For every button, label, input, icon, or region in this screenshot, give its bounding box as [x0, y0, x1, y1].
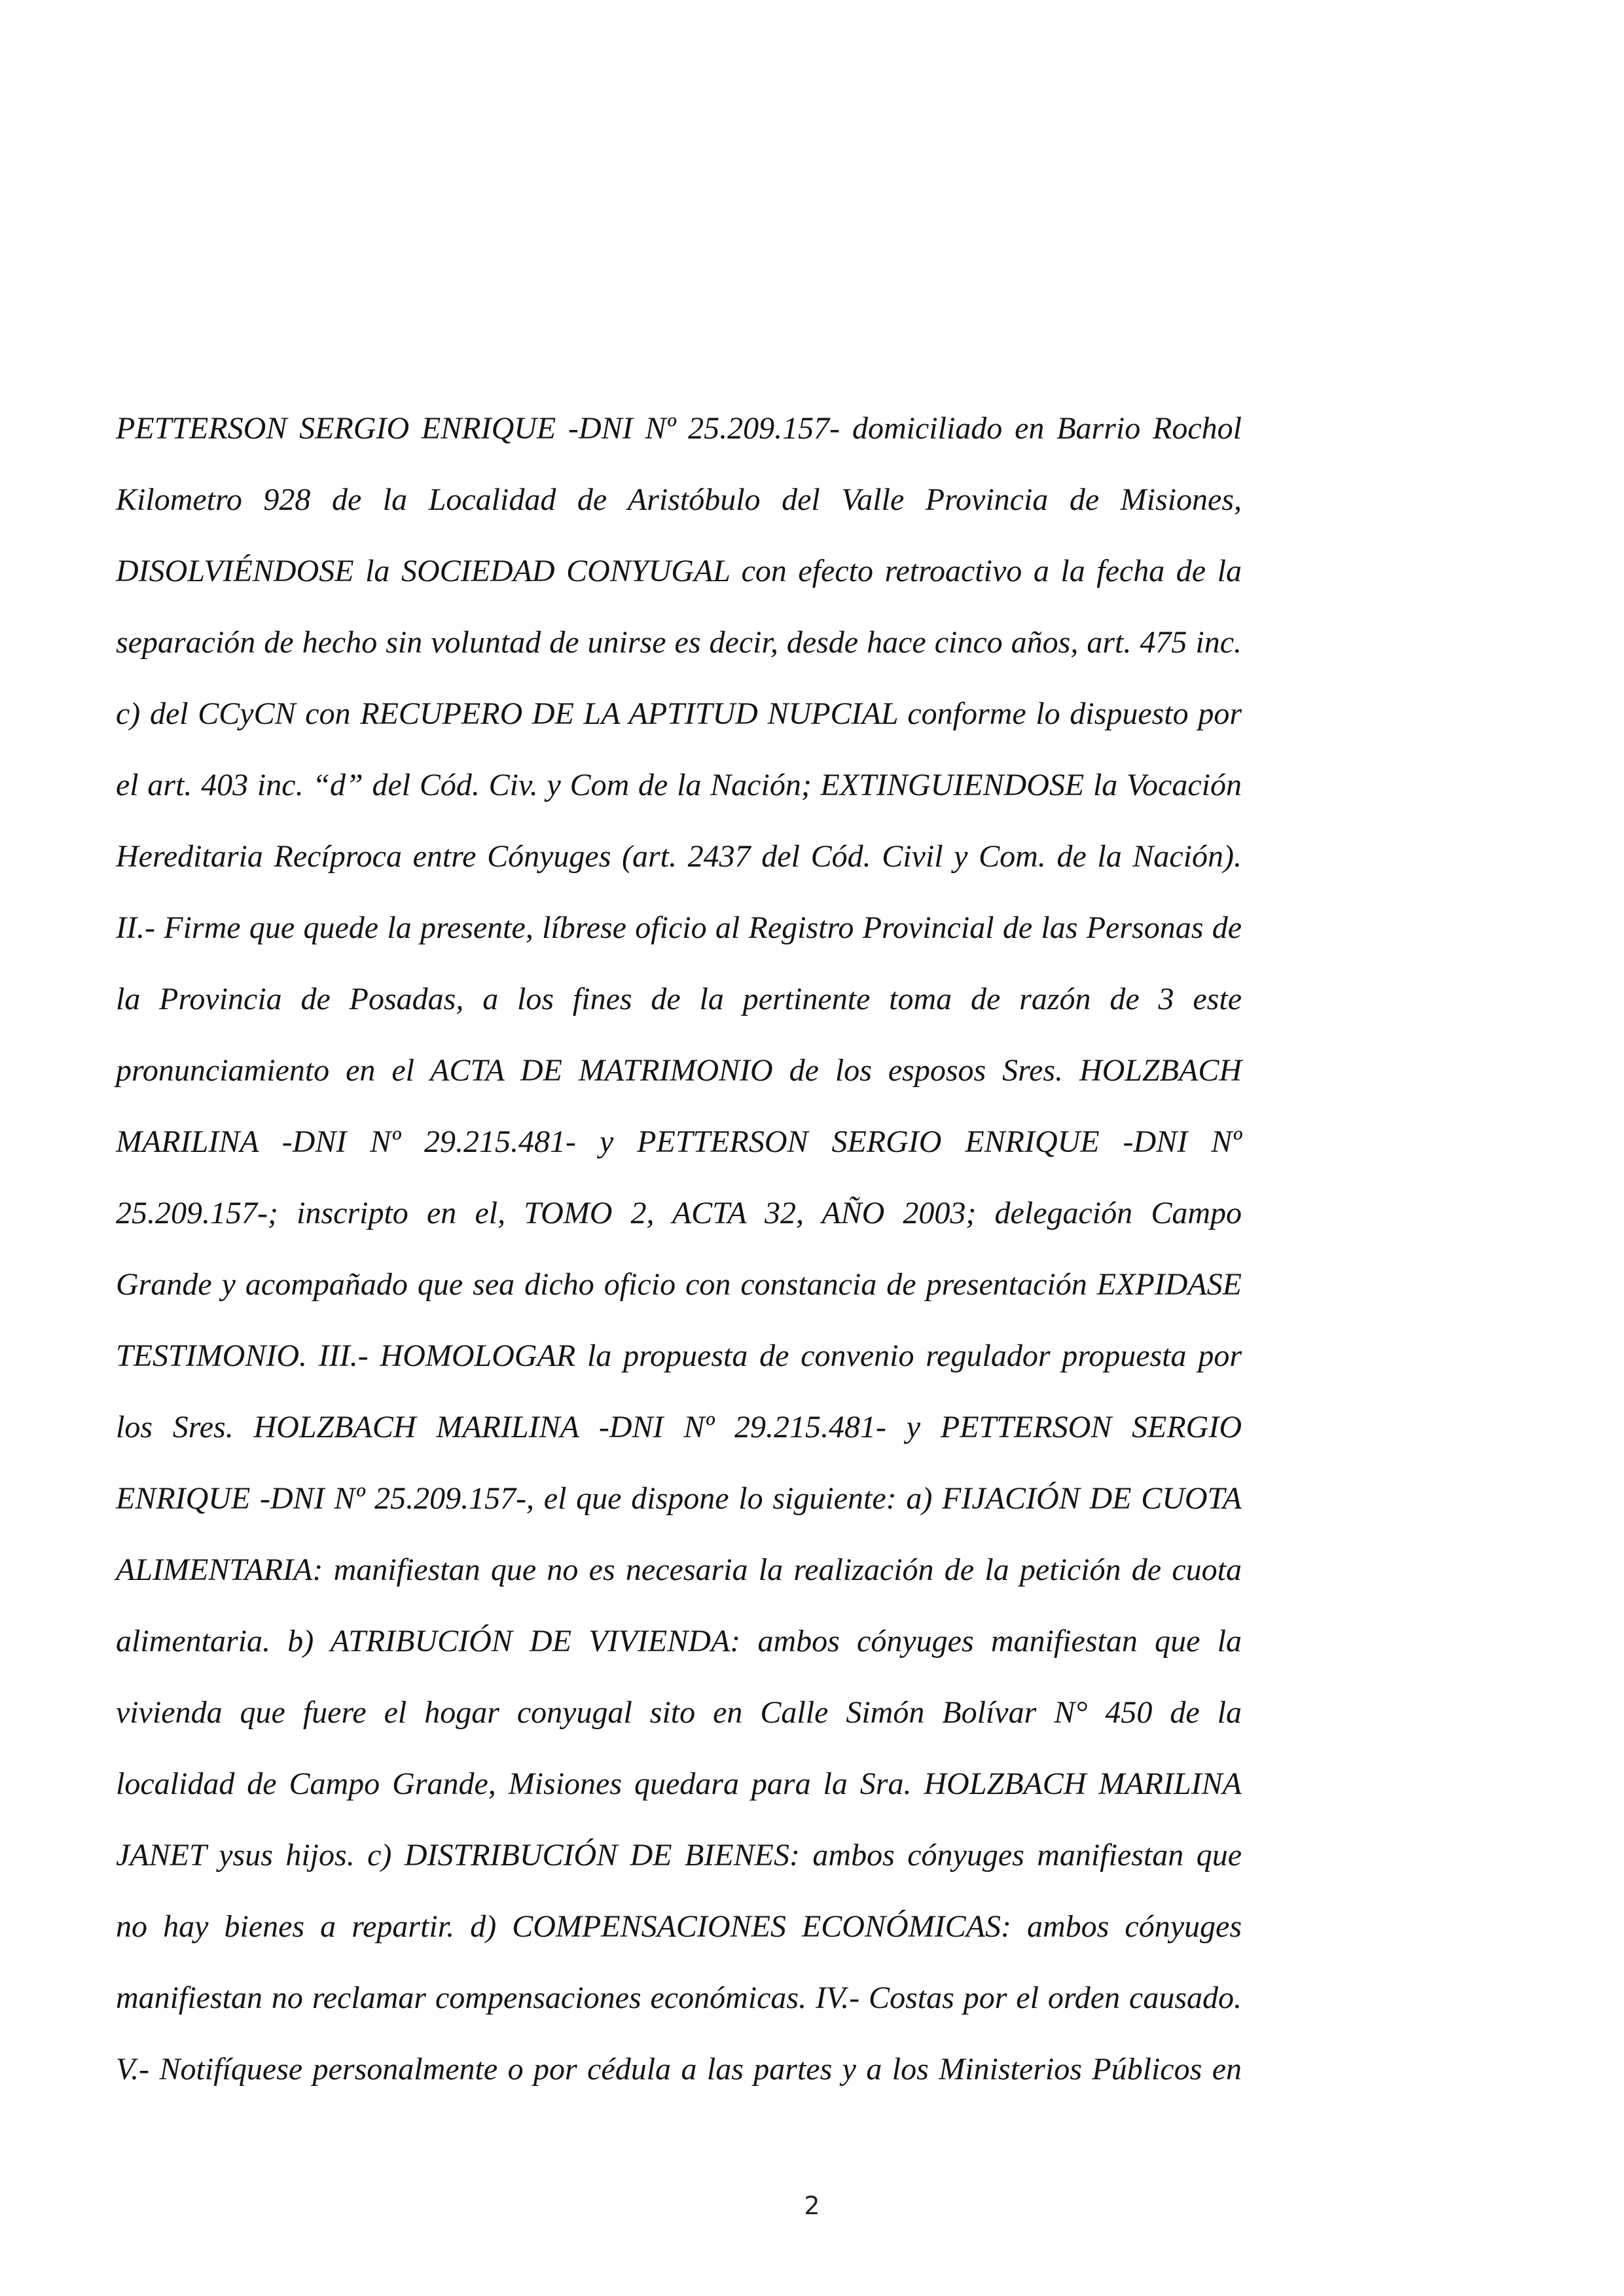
- text-line: 25.209.157-; inscripto en el, TOMO 2, ACTA 32, AÑO 2003; delegación Campo: [116, 1196, 1242, 1230]
- text-line: JANET ysus hijos. c) DISTRIBUCIÓN DE BIENES: ambos cónyuges manifiestan que: [116, 1838, 1242, 1873]
- text-line: localidad de Campo Grande, Misiones quedara para la Sra. HOLZBACH MARILINA: [116, 1767, 1242, 1801]
- text-line: la Provincia de Posadas, a los fines de la pertinente toma de razón de 3 este: [116, 982, 1242, 1016]
- text-line: alimentaria. b) ATRIBUCIÓN DE VIVIENDA: ambos cónyuges manifiestan que la: [116, 1624, 1242, 1659]
- document-body: [116, 393, 1242, 2105]
- text-line: DISOLVIÉNDOSE la SOCIEDAD CONYUGAL con efecto retroactivo a la fecha de la: [116, 554, 1242, 588]
- text-line: el art. 403 inc. “d” del Cód. Civ. y Com de la Nación; EXTINGUIENDOSE la Vocación: [116, 768, 1242, 802]
- text-line: V.- Notifíquese personalmente o por cédula a las partes y a los Ministerios Públicos en: [116, 2052, 1242, 2087]
- text-line: separación de hecho sin voluntad de unirse es decir, desde hace cinco años, art. 475 inc.: [116, 625, 1242, 660]
- page-number: 2: [804, 2191, 820, 2220]
- text-line: manifiestan no reclamar compensaciones económicas. IV.- Costas por el orden causado.: [116, 1981, 1242, 2015]
- text-line: II.- Firme que quede la presente, líbrese oficio al Registro Provincial de las Personas de: [116, 910, 1242, 945]
- text-line: TESTIMONIO. III.- HOMOLOGAR la propuesta de convenio regulador propuesta por: [116, 1338, 1242, 1373]
- text-line: no hay bienes a repartir. d) COMPENSACIONES ECONÓMICAS: ambos cónyuges: [116, 1909, 1242, 1944]
- text-line: ENRIQUE -DNI Nº 25.209.157-, el que dispone lo siguiente: a) FIJACIÓN DE CUOTA: [116, 1481, 1242, 1516]
- text-line: ALIMENTARIA: manifiestan que no es necesaria la realización de la petición de cuota: [116, 1552, 1242, 1587]
- text-line: Kilometro 928 de la Localidad de Aristóbulo del Valle Provincia de Misiones,: [116, 482, 1242, 517]
- text-line: MARILINA -DNI Nº 29.215.481- y PETTERSON SERGIO ENRIQUE -DNI Nº: [116, 1124, 1242, 1159]
- text-line: Grande y acompañado que sea dicho oficio con constancia de presentación EXPIDASE: [116, 1267, 1242, 1302]
- text-line: c) del CCyCN con RECUPERO DE LA APTITUD NUPCIAL conforme lo dispuesto por: [116, 696, 1242, 731]
- text-line: los Sres. HOLZBACH MARILINA -DNI Nº 29.215.481- y PETTERSON SERGIO: [116, 1410, 1242, 1444]
- text-line: PETTERSON SERGIO ENRIQUE -DNI Nº 25.209.157- domiciliado en Barrio Rochol: [116, 411, 1242, 446]
- text-line: pronunciamiento en el ACTA DE MATRIMONIO de los esposos Sres. HOLZBACH: [116, 1053, 1242, 1088]
- text-line: Hereditaria Recíproca entre Cónyuges (art. 2437 del Cód. Civil y Com. de la Nación).: [116, 839, 1242, 874]
- text-line: vivienda que fuere el hogar conyugal sito en Calle Simón Bolívar N° 450 de la: [116, 1695, 1242, 1730]
